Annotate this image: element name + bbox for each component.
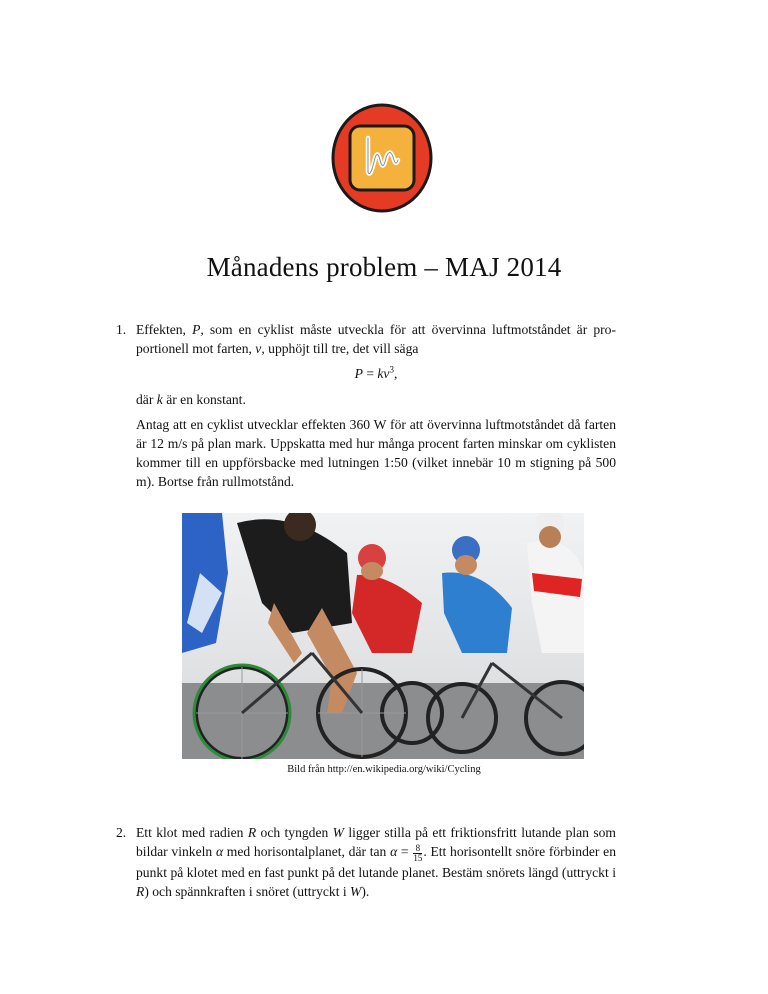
problem-1-intro: Effekten, P, som en cyklist måste utveckla för att övervinna luftmotståndet är pro-portionell mot farten, v, upphöjt till tre, det vill säga bbox=[136, 322, 616, 357]
problem-2 bbox=[116, 823, 616, 901]
photo-caption: Bild från http://en.wikipedia.org/wiki/Cycling bbox=[287, 764, 481, 775]
problem-number: 2. bbox=[116, 825, 127, 840]
problem-number: 1. bbox=[116, 322, 127, 337]
constant-note: där k är en konstant. bbox=[136, 391, 246, 407]
fraction-8-15: $\frac{8}{15}$ bbox=[413, 842, 423, 863]
problem-1 bbox=[116, 320, 616, 492]
power-equation: $P = kv^3$, bbox=[354, 364, 398, 382]
page-title: Månadens problem – MAJ 2014 bbox=[206, 252, 562, 282]
problem-1-question: Antag att en cyklist utvecklar effekten 360 W för att övervinna luftmotståndet då farten är 12 m/s på plan mark. Uppskatta med hur många procent farten minskar om cyklisten kommer till en uppförsbacke med lutningen 1:50 (vilket innebär 10 m stigning på 500 m). Bortse från rullmotstånd. bbox=[136, 416, 616, 490]
logo-image bbox=[330, 102, 434, 214]
cycling-photo bbox=[182, 513, 584, 759]
problem-2-text: Ett klot med radien R och tyngden W ligger stilla på ett friktionsfritt lutande plan som bildar vinkeln α med horisontalplanet, där tan α = $\frac{8}{15}$ . Ett horisontellt snöre förbinder en punkt på klotet med en fast punkt på det lutande planet. Bestäm snörets längd (uttryckt i R) och spännkraften i snöret (uttryckt i W). bbox=[136, 825, 616, 899]
